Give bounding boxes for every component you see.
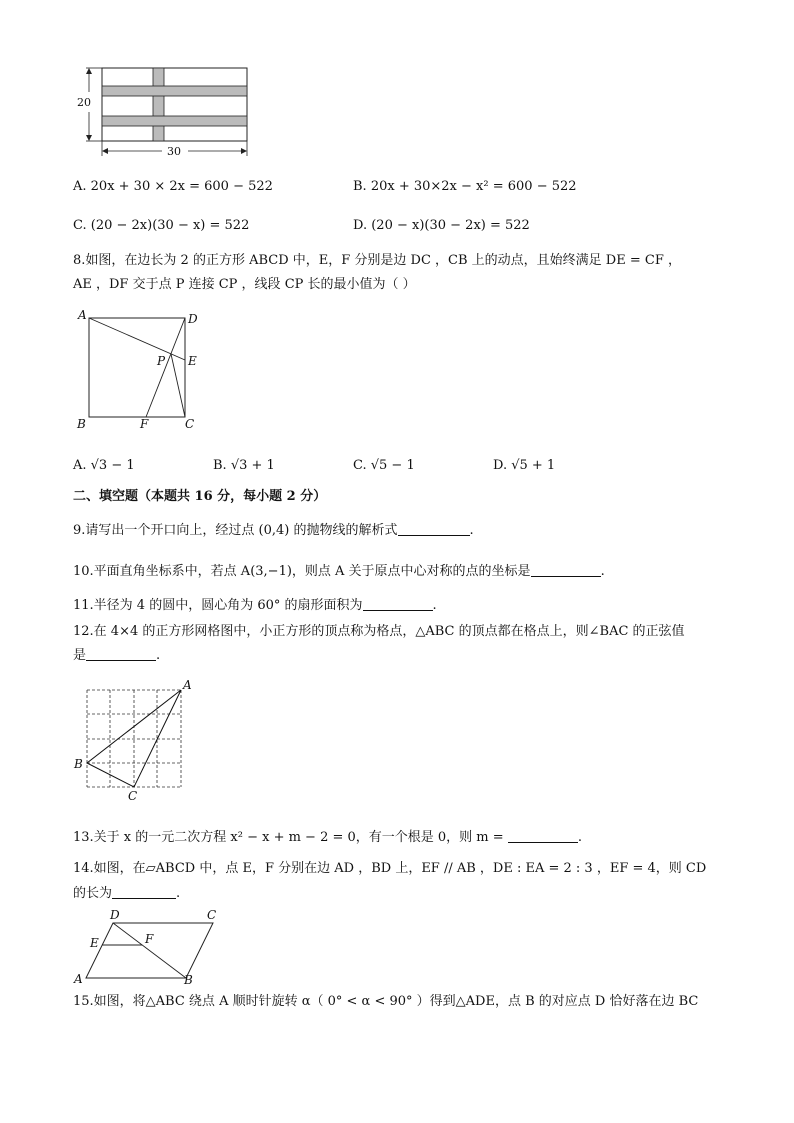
pg-point-e: E bbox=[90, 936, 99, 950]
q15-text-line1: 15.如图，将△ABC 绕点 A 顺时针旋转 α（ 0° < α < 90° ）得到△ADE，点 B 的对应点 D 恰好落在边 BC bbox=[73, 994, 699, 1009]
vertex-b: B bbox=[77, 417, 86, 431]
q12-grid-figure bbox=[72, 678, 202, 803]
q10-text: 10.平面直角坐标系中，若点 A(3,−1)，则点 A 关于原点中心对称的点的坐标是 . bbox=[73, 564, 605, 579]
q13-answer-blank[interactable] bbox=[508, 829, 578, 843]
vertex-c: C bbox=[185, 417, 195, 431]
point-f: F bbox=[140, 417, 149, 431]
q7-option-d: D. (20 − x)(30 − 2x) = 522 bbox=[353, 218, 530, 233]
q12-text-line1: 12.在 4×4 的正方形网格图中，小正方形的顶点称为格点，△ABC 的顶点都在格点上，则∠BAC 的正弦值 bbox=[73, 624, 685, 639]
vertex-a: A bbox=[78, 308, 87, 322]
section-heading: 二、填空题（本题共 16 分，每小题 2 分） bbox=[73, 489, 327, 504]
grid-vertex-a: A bbox=[183, 678, 192, 692]
q14-parallelogram-figure bbox=[72, 905, 242, 985]
label-20: 20 bbox=[77, 96, 91, 109]
q9-text: 9.请写出一个开口向上，经过点 (0,4) 的抛物线的解析式 . bbox=[73, 523, 474, 538]
q14-text-line2: 的长为 . bbox=[73, 886, 181, 901]
q12-text-line2: 是 . bbox=[73, 648, 161, 663]
road-horizontal-1 bbox=[102, 86, 247, 96]
grid-vertex-c: C bbox=[128, 789, 138, 803]
q8-option-c: C. √5 − 1 bbox=[353, 458, 415, 473]
q10-answer-blank[interactable] bbox=[531, 563, 601, 577]
label-30: 30 bbox=[167, 145, 181, 158]
pg-vertex-d: D bbox=[110, 908, 120, 922]
pg-point-f: F bbox=[145, 932, 154, 946]
q8-text-line2: AE ，DF 交于点 P 连接 CP ，线段 CP 长的最小值为（ ） bbox=[73, 277, 416, 292]
road-vertical bbox=[153, 68, 164, 141]
q14-text-line1: 14.如图，在▱ABCD 中，点 E，F 分别在边 AD ，BD 上，EF // AB ，DE : EA = 2 : 3 ，EF = 4，则 CD bbox=[73, 861, 707, 876]
q8-option-b: B. √3 + 1 bbox=[213, 458, 275, 473]
pg-vertex-b: B bbox=[184, 973, 193, 987]
segment-cp bbox=[171, 354, 185, 417]
q8-square-figure bbox=[72, 306, 212, 431]
q7-option-c: C. (20 − 2x)(30 − x) = 522 bbox=[73, 218, 250, 233]
pg-vertex-a: A bbox=[74, 972, 83, 986]
q7-road-figure bbox=[70, 62, 260, 162]
q8-option-a: A. √3 − 1 bbox=[73, 458, 135, 473]
q7-option-a: A. 20x + 30 × 2x = 600 − 522 bbox=[73, 179, 273, 194]
point-e: E bbox=[188, 354, 197, 368]
q8-option-d: D. √5 + 1 bbox=[493, 458, 556, 473]
pg-vertex-c: C bbox=[207, 908, 217, 922]
q11-text: 11.半径为 4 的圆中，圆心角为 60° 的扇形面积为 . bbox=[73, 598, 437, 613]
q11-answer-blank[interactable] bbox=[363, 597, 433, 611]
segment-df bbox=[146, 318, 185, 417]
square-abcd bbox=[89, 318, 185, 417]
q8-text-line1: 8.如图，在边长为 2 的正方形 ABCD 中，E，F 分别是边 DC ，CB 上的动点，且始终满足 DE = CF ， bbox=[73, 253, 681, 268]
road-horizontal-2 bbox=[102, 116, 247, 126]
q12-answer-blank[interactable] bbox=[86, 647, 156, 661]
q9-answer-blank[interactable] bbox=[398, 522, 470, 536]
point-p: P bbox=[157, 354, 166, 368]
q13-text: 13.关于 x 的一元二次方程 x² − x + m − 2 = 0，有一个根是 0，则 m = . bbox=[73, 830, 582, 845]
vertex-d: D bbox=[188, 312, 198, 326]
field-rect bbox=[102, 68, 247, 141]
grid-vertex-b: B bbox=[74, 757, 83, 771]
q7-option-b: B. 20x + 30×2x − x² = 600 − 522 bbox=[353, 179, 577, 194]
q14-answer-blank[interactable] bbox=[112, 885, 176, 899]
